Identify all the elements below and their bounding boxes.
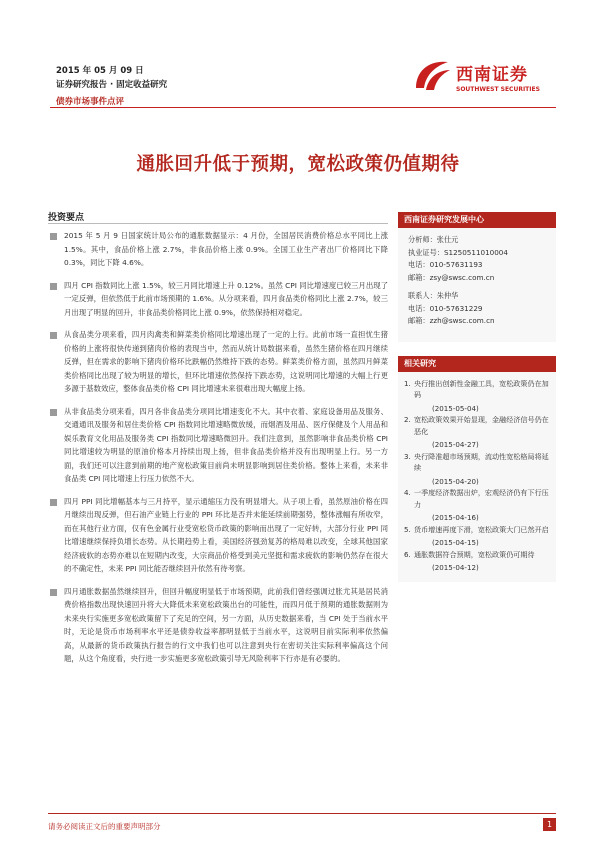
header-divider xyxy=(50,107,556,108)
related-item[interactable] xyxy=(404,414,550,451)
analyst-name: 分析师：张仕元 xyxy=(408,235,459,244)
related-item[interactable] xyxy=(404,451,550,488)
logo-mark-icon xyxy=(412,58,452,94)
footer-divider xyxy=(48,813,556,814)
paragraph-2 xyxy=(48,279,388,320)
paragraph-text: 四月通胀数据虽然继续回升，但回升幅度明显低于市场预期，此前我们曾经强调过胀尤其是居民消费价格指数出现快速回升将大大降低未来宽松政策出台的可能性，而四月低于预期的通胀数据则为未来央行实施更多宽松政策留下了充足的空间，另一方面，从历史数据来看，当 CPI 处于当前水平时，无论是货币市场利率水平还是债券收益率都明显低于当前水平，这说明目前实际利率依然偏高，从最新的货币政策执行报告的行文中我们也可以注意到央行在密切关注实际利率偏高这个问题，从这个角度看，央行进一步实施更多宽松政策引导无风险利率下行亦是有必要的。 xyxy=(64,586,388,663)
analyst-1 xyxy=(408,234,550,284)
analyst-phone: 电话：010-57631193 xyxy=(408,260,483,269)
related-title: 央行降准超市场预期，流动性宽松格局将延续 xyxy=(414,451,549,472)
analyst-block xyxy=(398,228,556,342)
page-title: 通胀回升低于预期，宽松政策仍值期待 xyxy=(136,154,460,175)
related-item[interactable] xyxy=(404,487,550,524)
section-divider xyxy=(48,223,388,224)
related-date: (2015-04-20) xyxy=(432,476,479,486)
square-bullet-icon xyxy=(50,499,57,506)
related-date: (2015-05-04) xyxy=(432,403,479,413)
related-item[interactable] xyxy=(404,378,550,415)
related-date: (2015-04-12) xyxy=(432,563,479,572)
related-item[interactable] xyxy=(404,524,550,549)
related-num: 1. xyxy=(404,378,411,388)
square-bullet-icon xyxy=(50,233,57,240)
related-num: 3. xyxy=(404,451,411,461)
paragraph-text: 从非食品类分项来看，四月各非食品类分项同比增速变化不大。其中衣着、家庭设备用品及服务、交通通讯及服务和居住类价格 CPI 指数同比增速略微放缓，而烟酒及用品、医疗保健及个人用品和娱乐教育文化用品及服务类 CPI 指数同比增速略微回升。我们注意到，虽然影响非食品类价格 CPI 同比增速较为明显的原油价格本月持续出现上扬，但非食品类价格并没有出现明显上行。另一方面，我们还可以注意到前期的地产宽松政策目前尚未明显影响到居住类价格。整体上来看，未来非食品类 CPI 同比增速上行压力依然不大。 xyxy=(64,406,388,483)
section-label: 投资要点 xyxy=(48,213,85,223)
analyst-email[interactable]: 邮箱：zzh@swsc.com.cn xyxy=(408,316,495,325)
square-bullet-icon xyxy=(50,332,57,339)
footer-disclaimer: 请务必阅读正文后的重要声明部分 xyxy=(48,822,161,831)
related-title: 一季度经济数据出炉，宏观经济仍有下行压力 xyxy=(414,488,549,509)
paragraph-text: 从食品类分项来看，四月肉禽类和鲜菜类价格同比增速出现了一定的上行。此前市场一直担忧生猪价格的上涨将很快传递到猪肉价格的表现当中，然而从统计局数据来看，虽然生猪价格在四月继续反弹，但在需求的影响下猪肉价格环比跌幅仍然维持下跌的态势。鲜菜类价格方面，虽然四月鲜菜类价格同比出现了较为明显的增长，但环比增速依然保持下跌态势，这说明同比增速的大幅上行更多源于基数效应，整体食品类价格 CPI 同比增速未来很难出现大幅度上扬。 xyxy=(64,330,388,393)
related-header: 相关研究 xyxy=(398,356,556,372)
paragraph-5 xyxy=(48,495,388,576)
report-type: 债券市场事件点评 xyxy=(56,97,125,107)
team-header: 西南证券研究发展中心 xyxy=(398,212,556,228)
report-date: 2015 年 05 月 09 日 xyxy=(56,66,144,76)
report-header xyxy=(56,64,167,109)
related-date: (2015-04-15) xyxy=(432,538,479,547)
analyst-name: 联系人：朱仲华 xyxy=(408,291,459,300)
page-number: 1 xyxy=(543,818,556,831)
related-list xyxy=(398,372,556,582)
analyst-2 xyxy=(408,290,550,328)
main-content xyxy=(48,229,388,675)
related-title: 央行推出创新性金融工具，宽松政策仍在加码 xyxy=(414,378,549,399)
analyst-phone: 电话：010-57631229 xyxy=(408,303,483,313)
analyst-email[interactable]: 邮箱：zsy@swsc.com.cn xyxy=(408,272,495,282)
related-date: (2015-04-27) xyxy=(432,440,479,449)
related-title: 宽松政策效果开始显现，金融经济信号仍在恶化 xyxy=(414,415,549,436)
paragraph-4 xyxy=(48,405,388,486)
paragraph-text: 四月 PPI 同比增幅基本与三月持平，显示通缩压力没有明显增大。从子项上看，虽然原油价格在四月继续出现反弹，但石油产业链上行业的 PPI 环比是否并未能延续前期强势，整体涨幅有所收窄，而在其他行业方面，仅有色金属行业受宽松货币政策的影响而出现了一定好转，大部分行业 PPI 同比增速继续保持负增长态势。从长期趋势上看，美国经济强劲复苏的格局难以改变，全球其他国家经济疲软的态势亦难以在短期内改变，大宗商品价格受到美元坚挺和需求疲软的影响仍然存在很大的不确定性，未来 PPI 同比能否继续回升依然有待考察。 xyxy=(64,496,388,573)
square-bullet-icon xyxy=(50,589,57,596)
paragraph-text: 2015 年 5 月 9 日国家统计局公布的通胀数据显示：4 月份，全国居民消费价格总水平同比上涨 1.5%。其中，食品价格上涨 2.7%，非食品价格上涨 0.9%。全国工业生产者出厂价格同比下降 0.3%，同比下降 4.6%。 xyxy=(64,231,388,267)
paragraph-3 xyxy=(48,328,388,396)
paragraph-6 xyxy=(48,585,388,666)
related-num: 4. xyxy=(404,488,411,497)
company-logo xyxy=(412,56,552,96)
related-num: 2. xyxy=(404,415,411,424)
square-bullet-icon xyxy=(50,283,57,290)
paragraph-1 xyxy=(48,229,388,270)
sidebar xyxy=(398,212,556,582)
analyst-cert: 执业证号：S1250511010004 xyxy=(408,247,508,257)
square-bullet-icon xyxy=(50,409,57,416)
paragraph-text: 四月 CPI 指数同比上涨 1.5%，较三月同比增速上升 0.12%。虽然 CPI 同比增速度已较三月出现了一定反弹，但依然低于此前市场预期的 1.6%。从分项来看，四月食品类价格同比上涨 2.7%，较三月出现了明显的回升，非食品类价格同比上涨 0.9%，依然保持相对稳定。 xyxy=(64,280,388,317)
logo-cn-text: 西南证券 xyxy=(456,64,528,85)
related-title: 通胀数据符合预期，宽松政策仍可期待 xyxy=(414,549,535,559)
logo-en-text: SOUTHWEST SECURITIES xyxy=(456,85,540,93)
related-num: 6. xyxy=(404,549,411,559)
related-item[interactable] xyxy=(404,549,550,574)
related-num: 5. xyxy=(404,524,411,534)
related-title: 货币增速再度下滑，宽松政策大门已然开启 xyxy=(414,524,549,534)
report-category: 证券研究报告 · 固定收益研究 xyxy=(56,80,168,90)
related-date: (2015-04-16) xyxy=(432,513,479,522)
